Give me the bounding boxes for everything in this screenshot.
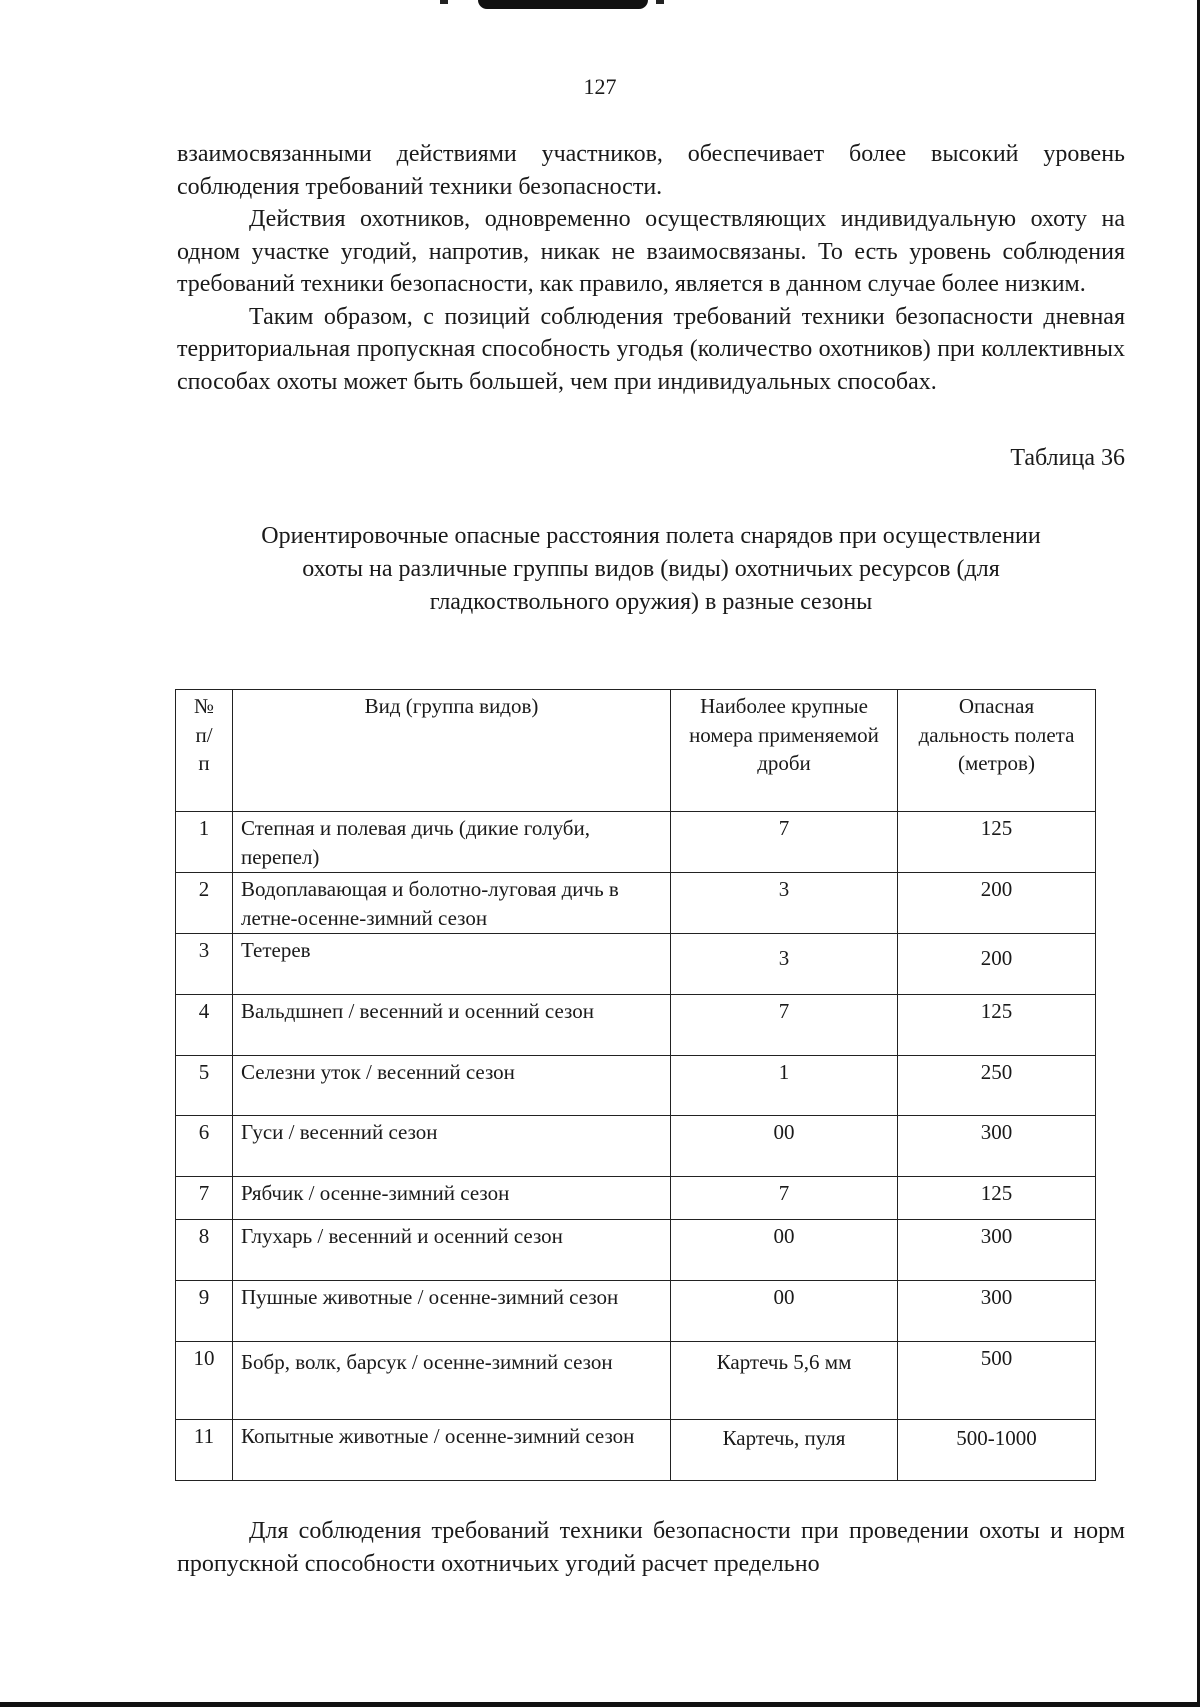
- table-row: [176, 1342, 1096, 1420]
- header-num: № п/п: [176, 690, 233, 812]
- cell-shot: 00: [671, 1281, 898, 1342]
- cell-num: 6: [176, 1116, 233, 1177]
- table-row: [176, 1177, 1096, 1220]
- paragraph-closing: Для соблюдения требований техники безопасности при проведении охоты и норм пропускной способности охотничьих угодий расчет предельно: [177, 1518, 1125, 1577]
- cell-shot: 3: [671, 934, 898, 995]
- cell-distance: 300: [898, 1281, 1096, 1342]
- cell-distance: 300: [898, 1220, 1096, 1281]
- cell-species: Вальдшнеп / весенний и осенний сезон: [233, 995, 671, 1056]
- cell-shot: Картечь 5,6 мм: [671, 1342, 898, 1420]
- table-row: [176, 1116, 1096, 1177]
- cell-num: 3: [176, 934, 233, 995]
- cell-num: 5: [176, 1056, 233, 1116]
- cell-species: Степная и полевая дичь (дикие голуби, перепел): [233, 812, 671, 873]
- danger-distance-table: [175, 689, 1096, 1481]
- cell-num: 9: [176, 1281, 233, 1342]
- table-label: Таблица 36: [1010, 445, 1125, 471]
- cell-species: Рябчик / осенне-зимний сезон: [233, 1177, 671, 1220]
- body-text: [177, 138, 1125, 619]
- table-caption-line: охоты на различные группы видов (виды) охотничьих ресурсов (для: [302, 556, 1000, 582]
- paragraph-conclusion: Таким образом, с позиций соблюдения требований техники безопасности дневная территориальная пропускная способность угодья (количество охотников) при коллективных способах охоты может быть большей, чем при индивидуальных способах.: [177, 303, 1125, 395]
- table-row: [176, 1056, 1096, 1116]
- cell-shot: 7: [671, 995, 898, 1056]
- cell-species: Водоплавающая и болотно-луговая дичь в летне-осенне-зимний сезон: [233, 873, 671, 934]
- cell-distance: 125: [898, 1177, 1096, 1220]
- cell-num: 11: [176, 1420, 233, 1481]
- scan-artifact-dot: [656, 0, 664, 4]
- table-row: [176, 873, 1096, 934]
- table-row: [176, 1281, 1096, 1342]
- table-header-row: [176, 690, 1096, 812]
- scan-artifact-dot: [440, 0, 448, 4]
- table-row: [176, 934, 1096, 995]
- cell-distance: 125: [898, 995, 1096, 1056]
- cell-num: 10: [176, 1342, 233, 1420]
- cell-species: Глухарь / весенний и осенний сезон: [233, 1220, 671, 1281]
- cell-species: Пушные животные / осенне-зимний сезон: [233, 1281, 671, 1342]
- header-shot: Наиболее крупные номера применяемой дроби: [671, 690, 898, 812]
- table-row: [176, 995, 1096, 1056]
- cell-species: Селезни уток / весенний сезон: [233, 1056, 671, 1116]
- cell-num: 1: [176, 812, 233, 873]
- paragraph-individual-hunting: Действия охотников, одновременно осуществляющих индивидуальную охоту на одном участке угодий, напротив, никак не взаимосвязаны. То есть уровень соблюдения требований техники безопасности, как правило, является в данном случае более низким.: [177, 206, 1125, 297]
- table-row: [176, 1420, 1096, 1481]
- cell-distance: 200: [898, 873, 1096, 934]
- table-row: [176, 1220, 1096, 1281]
- cell-shot: 7: [671, 812, 898, 873]
- cell-species: Тетерев: [233, 934, 671, 995]
- table-caption-line: гладкоствольного оружия) в разные сезоны: [429, 589, 873, 615]
- header-distance: Опасная дальность полета (метров): [898, 690, 1096, 812]
- cell-num: 2: [176, 873, 233, 934]
- cell-distance: 500: [898, 1342, 1096, 1420]
- cell-num: 8: [176, 1220, 233, 1281]
- closing-text: [177, 1515, 1125, 1580]
- cell-distance: 300: [898, 1116, 1096, 1177]
- table-row: [176, 812, 1096, 873]
- cell-shot: 00: [671, 1220, 898, 1281]
- cell-species: Гуси / весенний сезон: [233, 1116, 671, 1177]
- table-caption: [177, 520, 1125, 619]
- cell-num: 7: [176, 1177, 233, 1220]
- cell-distance: 125: [898, 812, 1096, 873]
- scan-artifact-top: [478, 0, 648, 9]
- cell-shot: Картечь, пуля: [671, 1420, 898, 1481]
- cell-distance: 200: [898, 934, 1096, 995]
- scan-edge-bottom: [0, 1702, 1200, 1707]
- paragraph-continued: взаимосвязанными действиями участников, обеспечивает более высокий уровень соблюдения требований техники безопасности.: [177, 141, 1125, 200]
- cell-shot: 3: [671, 873, 898, 934]
- cell-distance: 250: [898, 1056, 1096, 1116]
- cell-species: Копытные животные / осенне-зимний сезон: [233, 1420, 671, 1481]
- cell-shot: 7: [671, 1177, 898, 1220]
- cell-distance: 500-1000: [898, 1420, 1096, 1481]
- page-number: 127: [583, 74, 617, 99]
- cell-species: Бобр, волк, барсук / осенне-зимний сезон: [233, 1342, 671, 1420]
- table-caption-line: Ориентировочные опасные расстояния полета снарядов при осуществлении: [261, 523, 1041, 549]
- cell-shot: 00: [671, 1116, 898, 1177]
- header-species: Вид (группа видов): [233, 690, 671, 812]
- cell-shot: 1: [671, 1056, 898, 1116]
- cell-num: 4: [176, 995, 233, 1056]
